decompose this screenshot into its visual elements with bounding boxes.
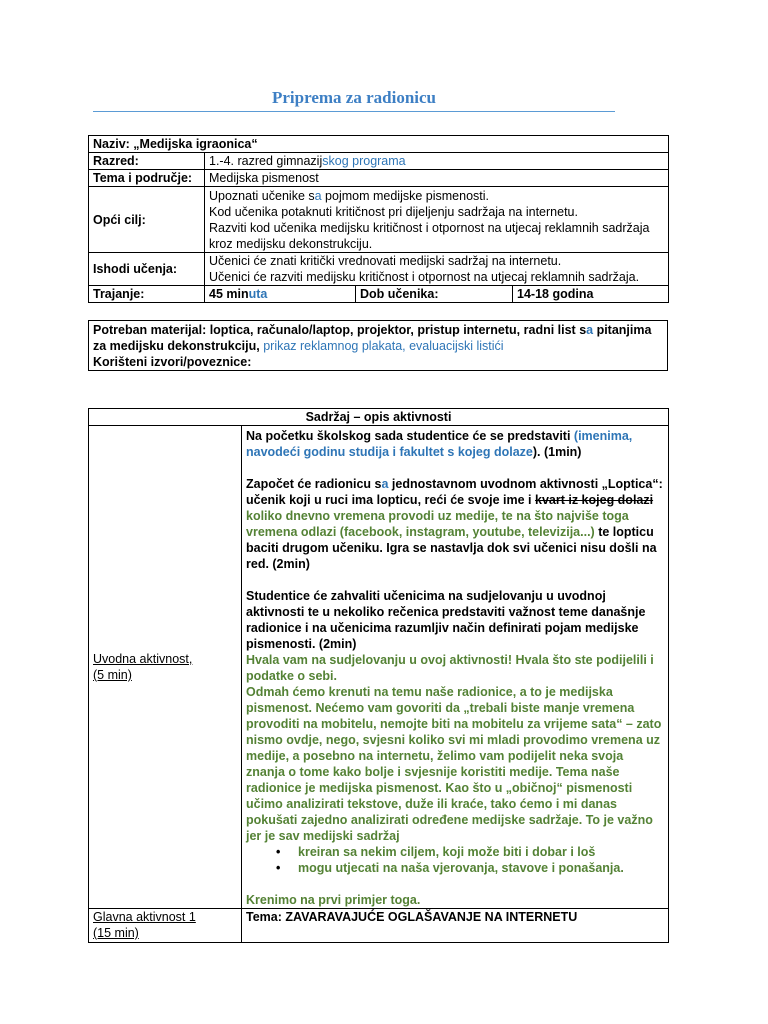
sources-label: Korišteni izvori/poveznice: bbox=[93, 355, 252, 369]
tema-value: Medijska pismenost bbox=[205, 170, 669, 187]
row-content-uvodna: Na početku školskog sada studentice će se predstaviti (imenima, navodeći godinu studija i fakultet s kojeg dolaze). (1min) Započet će radionicu sa jednostavnom uvodnom aktivnosti „Loptica“: učenik koji u ruci ima lopticu, reći će svoje ime i kvart iz kojeg dolazi koliko dnevno vremena provodi uz medije, te na što najviše toga vremena odlazi (facebook, instagram, youtube, televizija...) te lopticu baciti drugom učeniku. Igra se nastavlja dok svi učenici nisu došli na red. (2min) Studentice će zahvaliti učenicima na sudjelovanju u uvodnoj aktivnosti te u nekoliko rečenica predstaviti važnost teme današnje radionice i na učenicima razumljiv način definirati pojam medijske pismenosti. (2min) Hvala vam na sudjelovanju u ovoj aktivnosti! Hvala što ste podijelili i podatke o sebi. Odmah ćemo krenuti na temu naše radionice, a to je medijska pismenost. Nećemo vam govoriti da „trebali biste manje vremena provoditi na mobitelu, nemojte biti na mobitelu za vrijeme sata“ – zato nismo ovdje, nego, svjesni koliko svi mi mladi provodimo vremena uz medije, a posebno na internetu, želimo vam podijelit neka svoja znanja o tome kako bolje i svjesnije koristiti medije. Tema naše radionice je medijska pismenost. Kao što u „običnoj“ pismenosti učimo analizirati tekstove, duže ili kraće, tako ćemo i mi danas pokušati zajedno analizirati određene medijske sadržaje. To je važno jer je sav medijski sadržaj • kreiran sa nekim ciljem, koji može biti i dobar i loš • mogu utjecati na naša vjerovanja, stavove i ponašanja. Krenimo na prvi primjer toga. bbox=[242, 426, 669, 909]
materials-cell: Potreban materijal: loptica, računalo/laptop, projektor, pristup internetu, radni list sa pitanjima za medijsku dekonstrukciju, prikaz reklamnog plakata, evaluacijski listići Korišteni izvori/poveznice: bbox=[89, 321, 668, 371]
title-underline bbox=[93, 111, 615, 112]
tema-label: Tema i područje: bbox=[89, 170, 205, 187]
list-item: • mogu utjecati na naša vjerovanja, stavove i ponašanja. bbox=[298, 860, 664, 876]
row-label-glavna: Glavna aktivnost 1 (15 min) bbox=[89, 909, 242, 943]
trajanje-value: 45 minuta bbox=[205, 286, 356, 303]
ishodi-label: Ishodi učenja: bbox=[89, 253, 205, 286]
page-title: Priprema za radionicu bbox=[272, 88, 436, 107]
razred-value: 1.-4. razred gimnazijskog programa bbox=[205, 153, 669, 170]
info-table bbox=[88, 135, 669, 303]
row-label-uvodna: Uvodna aktivnost, (5 min) bbox=[89, 426, 242, 909]
naziv-cell: Naziv: „Medijska igraonica“ bbox=[89, 136, 669, 153]
content-header: Sadržaj – opis aktivnosti bbox=[89, 409, 669, 426]
content-table bbox=[88, 408, 669, 943]
razred-label: Razred: bbox=[89, 153, 205, 170]
row-content-glavna: Tema: ZAVARAVAJUĆE OGLAŠAVANJE NA INTERNETU bbox=[242, 909, 669, 943]
bullet-list bbox=[246, 844, 664, 876]
cilj-value: Upoznati učenike sa pojmom medijske pismenosti. Kod učenika potaknuti kritičnost pri dijeljenju sadržaja na internetu. Razviti kod učenika medijsku kritičnost i otpornost na utjecaj reklamnih sadržaja kroz medijsku dekonstrukciju. bbox=[205, 187, 669, 253]
list-item: • kreiran sa nekim ciljem, koji može biti i dobar i loš bbox=[298, 844, 664, 860]
ishodi-value: Učenici će znati kritički vrednovati medijski sadržaj na internetu. Učenici će razviti medijsku kritičnost i otpornost na utjecaj reklamnih sadržaja. bbox=[205, 253, 669, 286]
dob-label: Dob učenika: bbox=[356, 286, 513, 303]
trajanje-label: Trajanje: bbox=[89, 286, 205, 303]
cilj-label: Opći cilj: bbox=[89, 187, 205, 253]
dob-value: 14-18 godina bbox=[513, 286, 669, 303]
materials-table bbox=[88, 320, 668, 371]
